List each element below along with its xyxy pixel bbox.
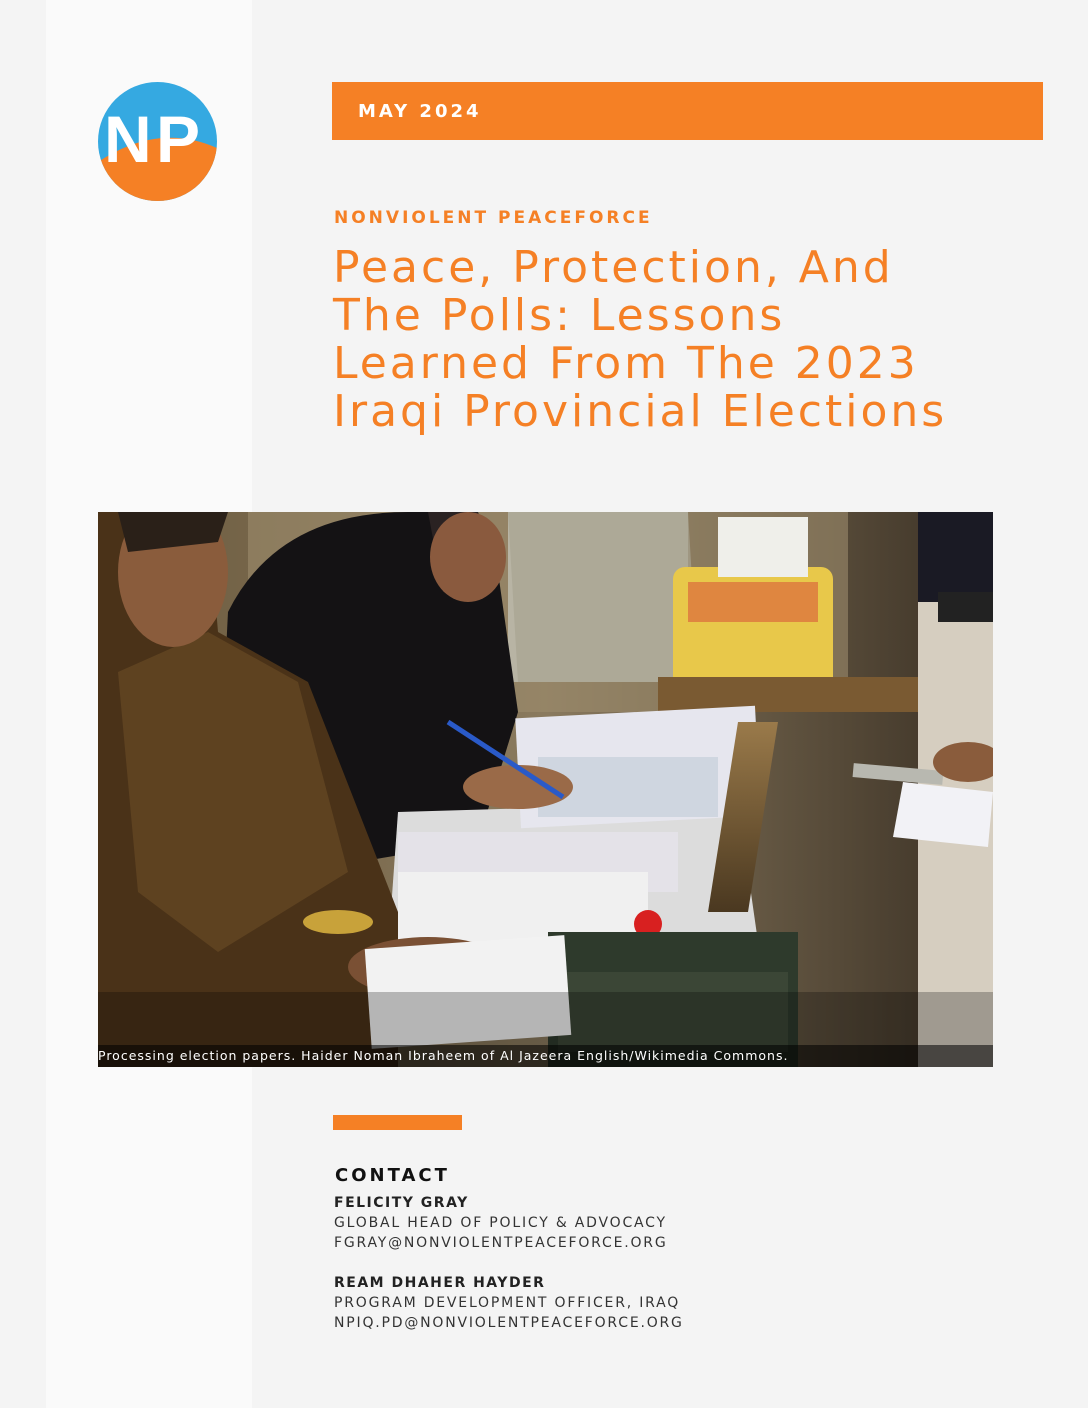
title-line: Peace, Protection, And bbox=[333, 242, 894, 293]
contact-role: GLOBAL HEAD OF POLICY & ADVOCACY bbox=[334, 1215, 667, 1231]
accent-rule bbox=[333, 1115, 462, 1130]
contact-heading: CONTACT bbox=[335, 1165, 450, 1186]
report-title bbox=[333, 244, 1033, 436]
contact-card bbox=[334, 1273, 934, 1333]
date-banner bbox=[332, 82, 1043, 140]
svg-text:N: N bbox=[104, 102, 152, 176]
contact-role: PROGRAM DEVELOPMENT OFFICER, IRAQ bbox=[334, 1295, 681, 1311]
report-date: MAY 2024 bbox=[358, 100, 482, 122]
photo-caption: Processing election papers. Haider Noman Ibraheem of Al Jazeera English/Wikimedia Commons. bbox=[98, 1045, 993, 1067]
title-line: The Polls: Lessons bbox=[333, 290, 786, 341]
contact-name: FELICITY GRAY bbox=[334, 1195, 469, 1211]
contact-email[interactable]: NPIQ.PD@NONVIOLENTPEACEFORCE.ORG bbox=[334, 1315, 684, 1331]
svg-text:P: P bbox=[156, 102, 201, 176]
organization-name: NONVIOLENT PEACEFORCE bbox=[334, 208, 653, 228]
election-workers-photo bbox=[98, 512, 993, 1067]
np-logo-icon bbox=[98, 82, 217, 201]
cover-photo bbox=[98, 512, 993, 1067]
title-line: Learned From The 2023 bbox=[333, 338, 919, 389]
title-line: Iraqi Provincial Elections bbox=[333, 386, 948, 437]
contact-name: REAM DHAHER HAYDER bbox=[334, 1275, 546, 1291]
contact-email[interactable]: FGRAY@NONVIOLENTPEACEFORCE.ORG bbox=[334, 1235, 668, 1251]
contact-card bbox=[334, 1193, 934, 1253]
